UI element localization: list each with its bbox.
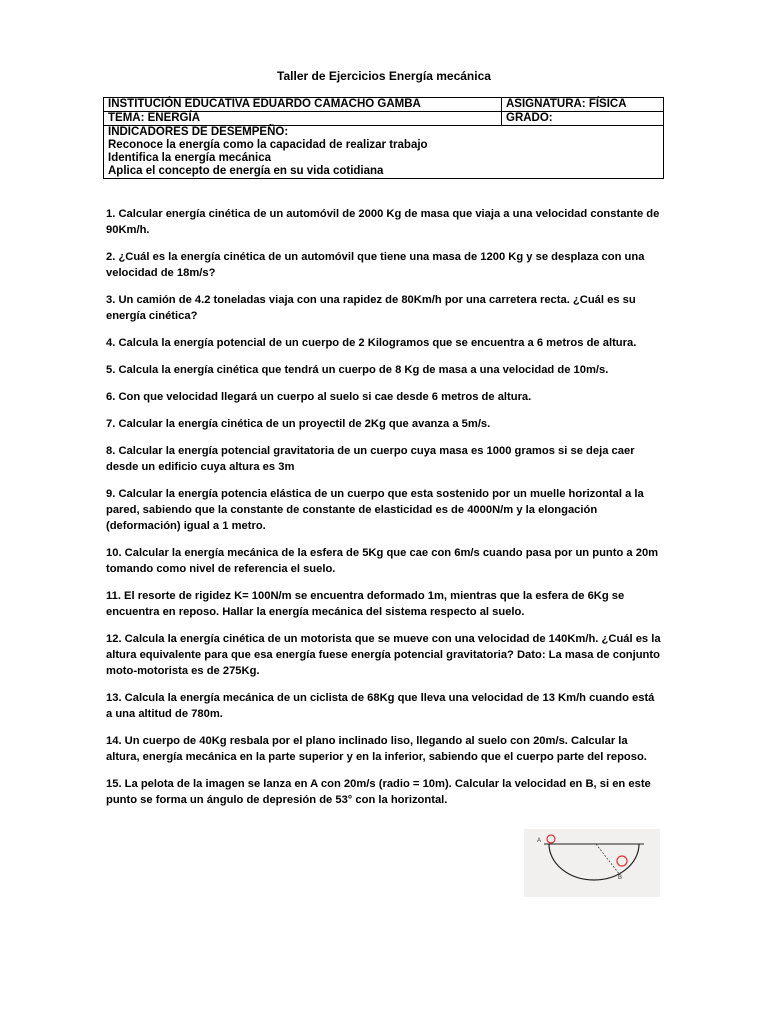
question-item: 11. El resorte de rigidez K= 100N/m se encuentra deformado 1m, mientras que la esfera de 6Kg se encuentra en reposo. Hallar la energía mecánica del sistema respecto al suelo. [106,590,625,618]
question-item: 4. Calcula la energía potencial de un cuerpo de 2 Kilogramos que se encuentra a 6 metros de altura. [106,337,637,349]
indicador-item: Identifica la energía mecánica [108,152,271,164]
grado-cell: GRADO: [502,112,664,126]
question-item: 6. Con que velocidad llegará un cuerpo al suelo si cae desde 6 metros de altura. [106,391,532,403]
question-item: 2. ¿Cuál es la energía cinética de un automóvil que tiene una masa de 1200 Kg y se desplaza con una velocidad de 18m/s? [106,251,645,279]
radius-line [596,844,620,875]
indicador-item: Reconoce la energía como la capacidad de realizar trabajo [108,139,428,151]
info-row-indicadores [104,126,664,179]
question-item: 1. Calcular energía cinética de un automóvil de 2000 Kg de masa que viaja a una velocidad constante de 90Km/h. [106,208,660,236]
tema-cell: TEMA: ENERGÍA [104,112,502,126]
questions-list [106,206,662,819]
semicircle-track-figure [524,829,660,897]
asignatura-cell: ASIGNATURA: FÍSICA [502,98,664,112]
page-title: Taller de Ejercicios Energía mecánica [277,69,491,83]
question-item: 13. Calcula la energía mecánica de un ciclista de 68Kg que lleva una velocidad de 13 Km/h cuando está a una altitud de 780m. [106,692,655,720]
track-diagram [524,829,660,897]
indicadores-cell [104,126,664,179]
question-item: 14. Un cuerpo de 40Kg resbala por el plano inclinado liso, llegando al suelo con 20m/s. Calcular la altura, energía mecánica en la parte superior y en la inferior, sabiendo que el cuerpo parte del reposo. [106,735,647,763]
indicadores-label: INDICADORES DE DESEMPEÑO: [108,126,289,138]
indicador-item: Aplica el concepto de energía en su vida cotidiana [108,165,384,177]
question-item: 15. La pelota de la imagen se lanza en A con 20m/s (radio = 10m). Calcular la velocidad en B, si en este punto se forma un ángulo de depresión de 53° con la horizontal. [106,778,651,806]
question-item: 5. Calcula la energía cinética que tendrá un cuerpo de 8 Kg de masa a una velocidad de 10m/s. [106,364,609,376]
question-item: 8. Calcular la energía potencial gravitatoria de un cuerpo cuya masa es 1000 gramos si se deja caer desde un edificio cuya altura es 3m [106,445,635,473]
label-a: A [537,838,542,844]
question-item: 7. Calcular la energía cinética de un proyectil de 2Kg que avanza a 5m/s. [106,418,491,430]
institucion-cell: INSTITUCIÓN EDUCATIVA EDUARDO CAMACHO GAMBA [104,98,502,112]
question-item: 3. Un camión de 4.2 toneladas viaja con una rapidez de 80Km/h por una carretera recta. ¿Cuál es su energía cinética? [106,294,636,322]
info-table [103,97,664,179]
info-row-institucion [104,98,664,112]
semicircle-track [549,844,639,880]
ball-a-icon [547,835,555,843]
info-row-tema [104,112,664,126]
question-item: 10. Calcular la energía mecánica de la esfera de 5Kg que cae con 6m/s cuando pasa por un punto a 20m tomando como nivel de referencia el suelo. [106,547,659,575]
ball-b-icon [617,856,627,866]
question-item: 9. Calcular la energía potencia elástica de un cuerpo que esta sostenido por un muelle horizontal a la pared, sabiendo que la constante de constante de elasticidad es de 4000N/m y la elongación (deformación) igual a 1 metro. [106,488,644,532]
label-b: B [618,875,623,881]
question-item: 12. Calcula la energía cinética de un motorista que se mueve con una velocidad de 140Km/h. ¿Cuál es la altura equivalente para que esa energía fuese energía potencial gravitatoria? Dato: La masa de conjunto moto-motorista es de 275Kg. [106,633,661,677]
